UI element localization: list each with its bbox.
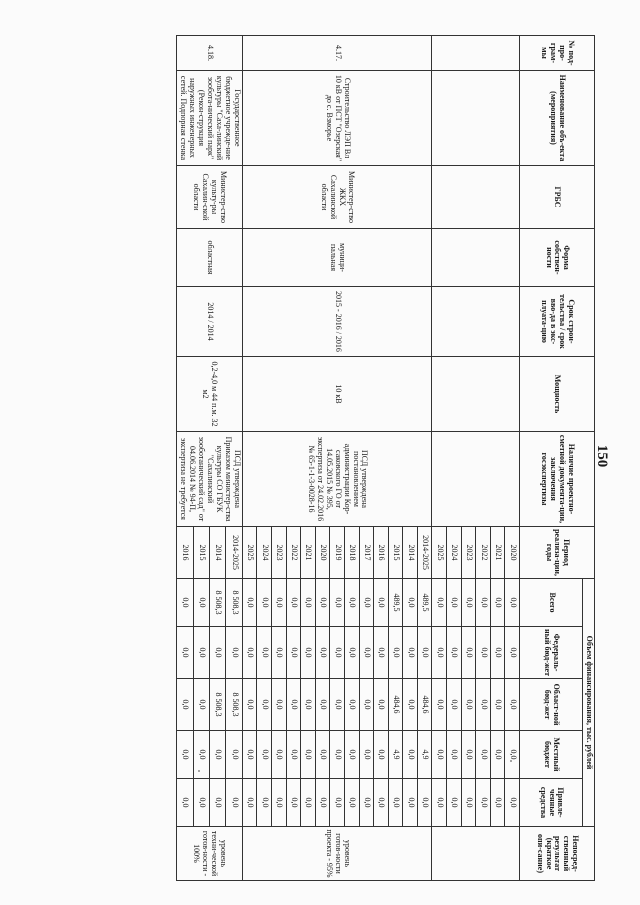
regional-cell: 0,0 xyxy=(461,679,476,731)
private-cell: 0,0 xyxy=(209,779,225,827)
header-capacity: Мощность xyxy=(520,357,595,432)
private-cell: 0,0 xyxy=(359,779,374,827)
regional-cell: 484,6 xyxy=(388,679,403,731)
private-cell: 0,0 xyxy=(193,779,209,827)
header-grbs: ГРБС xyxy=(520,166,595,229)
private-cell: 0,0 xyxy=(344,779,359,827)
private-cell: 0,0 xyxy=(461,779,476,827)
header-num: № под-про-грам-мы xyxy=(520,36,595,71)
header-years: Период реализа-ции, годы xyxy=(520,527,595,579)
local-cell: 0,0 xyxy=(193,731,209,779)
private-cell: 0,0 xyxy=(177,779,193,827)
page-number: 150 xyxy=(594,444,610,468)
regional-cell: 484,6 xyxy=(417,679,432,731)
total-cell: 0,0 xyxy=(330,579,345,627)
federal-cell: 0,0 xyxy=(209,627,225,679)
year-cell: 2014-2025 xyxy=(417,527,432,579)
year-cell: 2015 xyxy=(193,527,209,579)
local-cell: 0,0 xyxy=(505,731,520,779)
regional-cell: 0,0 xyxy=(257,679,272,731)
year-cell: 2018 xyxy=(344,527,359,579)
local-cell: 0,0 xyxy=(447,731,462,779)
federal-cell: 0,0 xyxy=(257,627,272,679)
private-cell: 0,0 xyxy=(315,779,330,827)
regional-cell: 0,0 xyxy=(301,679,316,731)
header-total: Всего xyxy=(520,579,583,627)
scan-speck xyxy=(198,770,200,772)
private-cell: 0,0 xyxy=(286,779,301,827)
header-local: Местный бюджет xyxy=(520,731,583,779)
federal-cell: 0,0 xyxy=(403,627,418,679)
project-418-num: 4.18. xyxy=(177,36,243,71)
federal-cell: 0,0 xyxy=(344,627,359,679)
federal-cell: 0,0 xyxy=(177,627,193,679)
federal-cell: 0,0 xyxy=(374,627,389,679)
year-cell: 2014 xyxy=(403,527,418,579)
table-row xyxy=(226,36,242,881)
regional-cell: 0,0 xyxy=(359,679,374,731)
federal-cell: 0,0 xyxy=(476,627,491,679)
year-cell: 2021 xyxy=(301,527,316,579)
project-417-period: 2015 - 2016 / 2016 xyxy=(242,287,432,357)
prev-docs-cell xyxy=(432,432,520,527)
local-cell: 0,0 xyxy=(209,731,225,779)
federal-cell: 0,0 xyxy=(286,627,301,679)
total-cell: 0,0 xyxy=(403,579,418,627)
prev-period-cell xyxy=(432,287,520,357)
local-cell: 0,0 xyxy=(242,731,257,779)
federal-cell: 0,0 xyxy=(505,627,520,679)
local-cell: 0,0 xyxy=(257,731,272,779)
federal-cell: 0,0 xyxy=(388,627,403,679)
regional-cell: 0,0 xyxy=(476,679,491,731)
private-cell: 0,0 xyxy=(330,779,345,827)
total-cell: 0,0 xyxy=(286,579,301,627)
federal-cell: 0,0 xyxy=(359,627,374,679)
private-cell: 0,0 xyxy=(432,779,447,827)
header-period: Срок строи-тельства / срок вво-да в экс-плуата-цию xyxy=(520,287,595,357)
private-cell: 0,0 xyxy=(388,779,403,827)
year-cell: 2016 xyxy=(177,527,193,579)
project-418-result: уровень техни-ческой готов-ности - 100% xyxy=(177,827,243,881)
local-cell: 0,0 xyxy=(330,731,345,779)
federal-cell: 0,0 xyxy=(447,627,462,679)
total-cell: 0,0 xyxy=(271,579,286,627)
year-cell: 2023 xyxy=(461,527,476,579)
prev-result-cell xyxy=(432,827,520,881)
project-417-docs: ПСД утверждена постановлением администрации Кор-саковского ГО от 14.05.2015 № 395, экспертиза от 24.02.2016 № 65-1-1-3-0028-16 xyxy=(242,432,432,527)
private-cell: 0,0 xyxy=(476,779,491,827)
local-cell: 0,0 xyxy=(432,731,447,779)
federal-cell: 0,0 xyxy=(301,627,316,679)
total-cell: 0,0 xyxy=(257,579,272,627)
local-cell: 0,0 xyxy=(359,731,374,779)
regional-cell: 0,0 xyxy=(403,679,418,731)
regional-cell: 0,0 xyxy=(177,679,193,731)
header-row-1 xyxy=(583,36,595,881)
federal-cell: 0,0 xyxy=(271,627,286,679)
private-cell: 0,0 xyxy=(226,779,242,827)
year-cell: 2022 xyxy=(476,527,491,579)
year-cell: 2024 xyxy=(447,527,462,579)
private-cell: 0,0 xyxy=(417,779,432,827)
regional-cell: 0,0 xyxy=(344,679,359,731)
year-cell: 2014-2025 xyxy=(226,527,242,579)
prev-grbs-cell xyxy=(432,166,520,229)
regional-cell: 0,0 xyxy=(271,679,286,731)
federal-cell: 0,0 xyxy=(417,627,432,679)
regional-cell: 0,0 xyxy=(374,679,389,731)
regional-cell: 0,0 xyxy=(193,679,209,731)
prev-ownership-cell xyxy=(432,229,520,287)
year-cell: 2022 xyxy=(286,527,301,579)
regional-cell: 0,0 xyxy=(432,679,447,731)
local-cell: 4,9 xyxy=(388,731,403,779)
year-cell: 2015 xyxy=(388,527,403,579)
federal-cell: 0,0 xyxy=(330,627,345,679)
total-cell: 0,0 xyxy=(177,579,193,627)
total-cell: 0,0 xyxy=(374,579,389,627)
project-418-period: 2014 / 2014 xyxy=(177,287,243,357)
private-cell: 0,0 xyxy=(257,779,272,827)
project-417-result: уровень готов-ности проекта - 95% xyxy=(242,827,432,881)
project-417-ownership: муници-пальная xyxy=(242,229,432,287)
project-418-name: Государственное бюджетное учрежде-ние культуры "Саха-линский зообота-нический парк" (Рекон-струкция наружных инженерных сетей. Подпорная стенка xyxy=(177,71,243,166)
regional-cell: 0,0 xyxy=(242,679,257,731)
total-cell: 0,0 xyxy=(490,579,505,627)
total-cell: 0,0 xyxy=(193,579,209,627)
header-financing-group: Объем финансирования, тыс. рублей xyxy=(583,579,595,827)
year-cell: 2019 xyxy=(330,527,345,579)
financing-table xyxy=(176,35,595,881)
local-cell: 0,0 xyxy=(476,731,491,779)
federal-cell: 0,0 xyxy=(242,627,257,679)
federal-cell: 0,0 xyxy=(315,627,330,679)
header-result: Непосред-ственный результат (краткое опи-сание) xyxy=(520,827,595,881)
total-cell: 8 508,3 xyxy=(209,579,225,627)
total-cell: 0,0 xyxy=(344,579,359,627)
federal-cell: 0,0 xyxy=(432,627,447,679)
local-cell: 0,0 xyxy=(177,731,193,779)
private-cell: 0,0 xyxy=(505,779,520,827)
private-cell: 0,0 xyxy=(490,779,505,827)
regional-cell: 0,0 xyxy=(315,679,330,731)
local-cell: 0,0 xyxy=(226,731,242,779)
project-417-name: Строительство ЛЭП Вл 10 кВ от ПСТ "Озерская" до с. Взморье xyxy=(242,71,432,166)
header-regional: Област-ной бюд-жет xyxy=(520,679,583,731)
total-cell: 0,0 xyxy=(301,579,316,627)
federal-cell: 0,0 xyxy=(461,627,476,679)
total-cell: 0,0 xyxy=(461,579,476,627)
scan-speck xyxy=(510,760,512,762)
regional-cell: 0,0 xyxy=(330,679,345,731)
total-cell: 0,0 xyxy=(315,579,330,627)
local-cell: 0,0 xyxy=(344,731,359,779)
regional-cell: 0,0 xyxy=(505,679,520,731)
project-418-capacity: 0,2-4,0 м 44 п.м. 32 м2 xyxy=(177,357,243,432)
federal-cell: 0,0 xyxy=(226,627,242,679)
project-418-docs: ПСД утверждена Приказом министер-ства культуры СО ГБУК "Сахалинский зооботанический сад" от 04.06.2014 № 94-П, экспертиза не требуется xyxy=(177,432,243,527)
header-name: Наименование объ-екта (мероприятия) xyxy=(520,71,595,166)
private-cell: 0,0 xyxy=(301,779,316,827)
project-417-num: 4.17. xyxy=(242,36,432,71)
total-cell: 8 508,3 xyxy=(226,579,242,627)
total-cell: 489,5 xyxy=(417,579,432,627)
prev-capacity-cell xyxy=(432,357,520,432)
table-row xyxy=(505,36,520,881)
year-cell: 2017 xyxy=(359,527,374,579)
table-row xyxy=(417,36,432,881)
year-cell: 2020 xyxy=(315,527,330,579)
total-cell: 0,0 xyxy=(359,579,374,627)
local-cell: 0,0 xyxy=(403,731,418,779)
regional-cell: 0,0 xyxy=(447,679,462,731)
header-federal: Федераль-ный бюд-жет xyxy=(520,627,583,679)
private-cell: 0,0 xyxy=(447,779,462,827)
project-417-capacity: 10 кВ xyxy=(242,357,432,432)
year-cell: 2021 xyxy=(490,527,505,579)
year-cell: 2014 xyxy=(209,527,225,579)
regional-cell: 0,0 xyxy=(286,679,301,731)
header-private: Привле-ченные средства xyxy=(520,779,583,827)
federal-cell: 0,0 xyxy=(490,627,505,679)
local-cell: 0,0 xyxy=(315,731,330,779)
total-cell: 0,0 xyxy=(242,579,257,627)
total-cell: 489,5 xyxy=(388,579,403,627)
private-cell: 0,0 xyxy=(242,779,257,827)
project-417-grbs: Министер-ство ЖКХ Сахалинской области xyxy=(242,166,432,229)
total-cell: 0,0 xyxy=(505,579,520,627)
local-cell: 4,9 xyxy=(417,731,432,779)
private-cell: 0,0 xyxy=(271,779,286,827)
prev-name-cell xyxy=(432,71,520,166)
local-cell: 0,0 xyxy=(461,731,476,779)
regional-cell: 0,0 xyxy=(490,679,505,731)
regional-cell: 8 508,3 xyxy=(226,679,242,731)
local-cell: 0,0 xyxy=(374,731,389,779)
year-cell: 2025 xyxy=(432,527,447,579)
federal-cell: 0,0 xyxy=(193,627,209,679)
header-ownership: Форма собствен-ности xyxy=(520,229,595,287)
local-cell: 0,0 xyxy=(271,731,286,779)
local-cell: 0,0 xyxy=(490,731,505,779)
year-cell: 2020 xyxy=(505,527,520,579)
year-cell: 2016 xyxy=(374,527,389,579)
local-cell: 0,0 xyxy=(301,731,316,779)
total-cell: 0,0 xyxy=(476,579,491,627)
project-418-grbs: Министер-ство культу-ры Сахалин-ской области xyxy=(177,166,243,229)
local-cell: 0,0 xyxy=(286,731,301,779)
year-cell: 2023 xyxy=(271,527,286,579)
header-docs: Наличие проектно-сметной документа-ции, заключения госэкспертизы xyxy=(520,432,595,527)
private-cell: 0,0 xyxy=(403,779,418,827)
year-cell: 2024 xyxy=(257,527,272,579)
total-cell: 0,0 xyxy=(432,579,447,627)
regional-cell: 8 508,3 xyxy=(209,679,225,731)
prev-num-cell xyxy=(432,36,520,71)
project-418-ownership: областная xyxy=(177,229,243,287)
private-cell: 0,0 xyxy=(374,779,389,827)
table-body xyxy=(177,36,520,881)
year-cell: 2025 xyxy=(242,527,257,579)
total-cell: 0,0 xyxy=(447,579,462,627)
